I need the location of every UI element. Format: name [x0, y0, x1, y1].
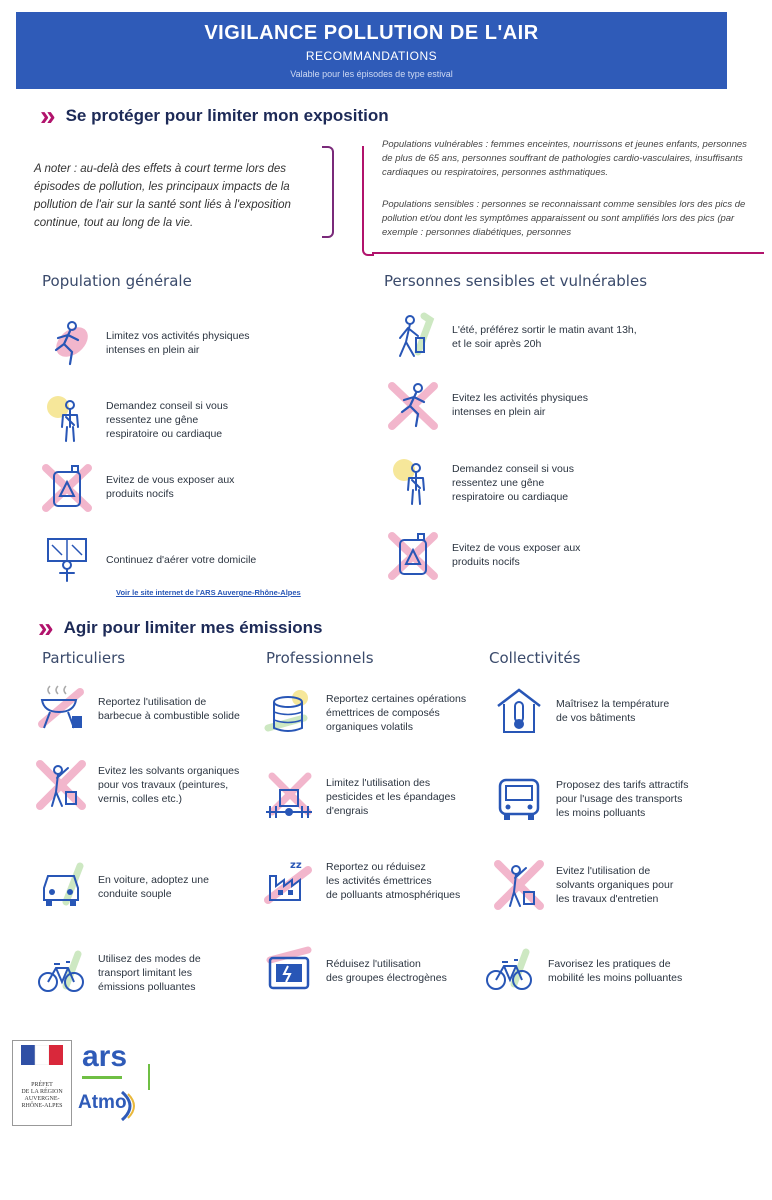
marianne-flag-icon	[21, 1045, 63, 1065]
painting-person-icon	[36, 760, 86, 810]
running-person-icon	[388, 380, 438, 430]
column-title-particuliers: Particuliers	[42, 649, 126, 667]
list-item	[264, 772, 456, 822]
list-item-text: Réduisez l'utilisation des groupes électrogènes	[326, 958, 447, 984]
list-item	[36, 684, 240, 734]
tractor-icon	[264, 772, 314, 822]
list-item-text: Reportez l'utilisation de barbecue à combustible solide	[98, 696, 240, 722]
factory-icon	[264, 856, 314, 906]
thermometer-house-icon	[494, 686, 544, 736]
atmo-swoosh-icon	[118, 1088, 140, 1124]
list-item	[388, 530, 580, 580]
page-subtitle: RECOMMANDATIONS	[305, 49, 438, 63]
column-title-general: Population générale	[42, 272, 192, 290]
list-item-text: Limitez vos activités physiques intenses en plein air	[106, 330, 250, 356]
section-title-text: Agir pour limiter mes émissions	[63, 618, 323, 637]
list-item	[494, 686, 669, 736]
atmo-logo: Atmo	[78, 1092, 127, 1113]
list-item-text: Reportez certaines opérations émettrices de composés organiques volatils	[326, 693, 467, 733]
generator-icon	[264, 946, 314, 996]
person-breathing-icon	[42, 395, 92, 445]
note-underline	[372, 252, 764, 254]
list-item-text: Evitez les activités physiques intenses en plein air	[452, 392, 588, 418]
bicycle-icon	[484, 946, 534, 996]
running-person-icon	[42, 318, 92, 368]
list-item-text: Limitez l'utilisation des pesticides et les épandages d'engrais	[326, 777, 456, 817]
list-item-text: Demandez conseil si vous ressentez une gêne respiratoire ou cardiaque	[452, 463, 574, 503]
note-bracket-left	[322, 146, 334, 238]
bicycle-icon	[36, 948, 86, 998]
person-walking-icon	[388, 312, 438, 362]
list-item	[494, 860, 673, 910]
column-title-professionnels: Professionnels	[266, 649, 374, 667]
prefet-text: PRÉFET DE LA RÉGION AUVERGNE- RHÔNE-ALPES	[21, 1082, 63, 1109]
toxic-product-icon	[388, 530, 438, 580]
column-title-sensitive: Personnes sensibles et vulnérables	[384, 272, 648, 290]
list-item	[36, 862, 209, 912]
chevron-right-icon: »	[40, 100, 56, 131]
list-item	[42, 395, 228, 445]
page-title: VIGILANCE POLLUTION DE L'AIR	[204, 22, 539, 44]
list-item	[42, 535, 256, 585]
list-item	[264, 946, 447, 996]
section-title-protect	[40, 102, 389, 130]
section-title-text: Se protéger pour limiter mon exposition	[65, 106, 389, 125]
ars-logo-underline	[82, 1076, 122, 1079]
note-sensitive: Populations sensibles : personnes se reconnaissant comme sensibles lors des pics de pollution et/ou dont les symptômes apparaissent ou sont amplifiés lors des pics (par exemple : personnes diabétiques, personnes	[382, 199, 746, 238]
list-item	[388, 312, 637, 362]
list-item-text: En voiture, adoptez une conduite souple	[98, 874, 209, 900]
list-item-text: Continuez d'aérer votre domicile	[106, 554, 257, 566]
list-item-text: L'été, préférez sortir le matin avant 13h, et le soir après 20h	[452, 324, 637, 350]
list-item-text: Evitez de vous exposer aux produits nocifs	[452, 542, 581, 568]
note-left: A noter : au-delà des effets à court terme lors des épisodes de pollution, les principaux impacts de la pollution de l'air sur la santé sont liés à l'exposition continue, tout au long de la vie.	[34, 163, 291, 229]
list-item-text: Favorisez les pratiques de mobilité les moins polluantes	[548, 958, 683, 984]
column-title-collectivites: Collectivités	[489, 649, 581, 667]
list-item	[388, 458, 574, 508]
bus-icon	[494, 774, 544, 824]
note-bracket-right	[362, 146, 374, 256]
chemical-barrel-icon	[264, 688, 314, 738]
list-item	[42, 318, 250, 368]
list-item	[264, 688, 466, 738]
svg-text:zz: zz	[290, 860, 302, 871]
section-title-act	[38, 614, 322, 642]
toxic-product-icon	[42, 462, 92, 512]
header-banner	[16, 12, 727, 89]
list-item	[36, 760, 239, 810]
list-item	[42, 462, 234, 512]
window-airing-icon	[42, 535, 92, 585]
chevron-right-icon: »	[38, 612, 54, 643]
list-item-text: Utilisez des modes de transport limitant les émissions polluantes	[98, 953, 201, 993]
prefet-logo	[12, 1040, 72, 1126]
list-item	[388, 380, 588, 430]
list-item-text: Proposez des tarifs attractifs pour l'usage des transports les moins polluants	[556, 779, 689, 819]
list-item-text: Demandez conseil si vous ressentez une gêne respiratoire ou cardiaque	[106, 400, 228, 440]
list-item-text: Evitez de vous exposer aux produits nocifs	[106, 474, 235, 500]
list-item	[494, 774, 688, 824]
ars-logo: ars	[82, 1040, 128, 1073]
ars-website-link[interactable]: Voir le site internet de l'ARS Auvergne-Rhône-Alpes	[116, 588, 301, 597]
car-icon	[36, 862, 86, 912]
list-item-text: Evitez les solvants organiques pour vos travaux (peintures, vernis, colles etc.)	[98, 765, 240, 805]
list-item	[484, 946, 682, 996]
list-item-text: Evitez l'utilisation de solvants organiques pour les travaux d'entretien	[556, 865, 674, 905]
list-item-text: Maîtrisez la température de vos bâtiments	[556, 698, 670, 724]
divider	[148, 1064, 150, 1090]
barbecue-icon	[36, 684, 86, 734]
painting-person-icon	[494, 860, 544, 910]
banner-note: Valable pour les épisodes de type estival	[290, 69, 453, 79]
person-breathing-icon	[388, 458, 438, 508]
list-item	[36, 948, 201, 998]
note-vulnerable: Populations vulnérables : femmes enceintes, nourrissons et jeunes enfants, personnes de plus de 65 ans, personnes souffrant de pathologies cardio-vasculaires, insuffisants cardiaques ou respiratoires, personnes asthmatiques.	[382, 139, 747, 178]
list-item-text: Reportez ou réduisez les activités émettrices de polluants atmosphériques	[326, 861, 461, 901]
list-item	[264, 856, 460, 906]
